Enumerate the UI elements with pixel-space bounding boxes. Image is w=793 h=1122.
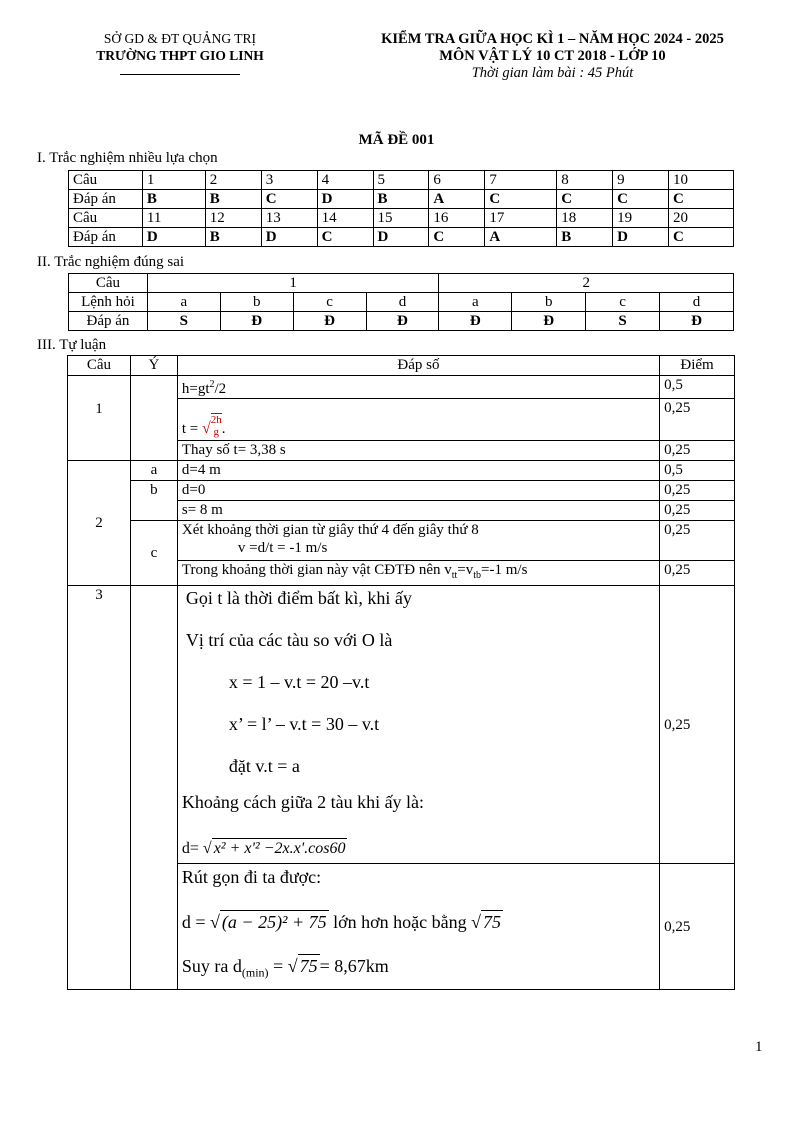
answer-text: Rút gọn đi ta được: bbox=[181, 867, 322, 887]
department-name: SỞ GD & ĐT QUẢNG TRỊ bbox=[103, 31, 257, 46]
question-number: 20 bbox=[669, 209, 734, 228]
points-cell: 0,25 bbox=[660, 561, 735, 586]
formula-text: /2 bbox=[214, 381, 227, 397]
question-number: 2 bbox=[68, 461, 131, 586]
answer-text: =v bbox=[457, 562, 474, 578]
table-row bbox=[68, 376, 735, 399]
min-distance-formula bbox=[182, 910, 655, 954]
answer-cell: C bbox=[485, 190, 557, 209]
question-number: 2 bbox=[205, 171, 261, 190]
answer-cell: C bbox=[429, 228, 485, 247]
answer-cell: S bbox=[147, 312, 220, 331]
subscript: tb bbox=[473, 570, 482, 581]
sqrt-expression: 75 bbox=[483, 912, 502, 932]
tf-answer-table bbox=[68, 273, 734, 331]
answer-text: đặt v.t = a bbox=[228, 756, 300, 776]
subject-title: MÔN VẬT LÝ 10 CT 2018 - LỚP 10 bbox=[439, 48, 666, 64]
answer-line: Thay số t= 3,38 s bbox=[177, 441, 659, 461]
part-cell: c bbox=[130, 521, 177, 586]
col-header-part: Ý bbox=[130, 356, 177, 376]
col-header-points: Điểm bbox=[660, 356, 735, 376]
answer-cell: C bbox=[317, 228, 373, 247]
formula-sup: 2 bbox=[209, 379, 215, 390]
answer-cell: B bbox=[373, 190, 429, 209]
answer-cell: C bbox=[613, 190, 669, 209]
sqrt-expression: x² + x'² −2x.x'.cos60 bbox=[213, 840, 346, 857]
header-left bbox=[70, 30, 290, 64]
table-row bbox=[68, 481, 735, 501]
result-line bbox=[182, 954, 655, 984]
answer-text: Gọi t là thời điểm bất kì, khi ấy bbox=[185, 588, 412, 608]
subscript: tt bbox=[451, 570, 458, 581]
sub-question: a bbox=[439, 293, 512, 312]
answer-text: Khoảng cách giữa 2 tàu khi ấy là: bbox=[181, 792, 425, 812]
section2-title: II. Trắc nghiệm đúng sai bbox=[37, 254, 185, 270]
points-cell: 0,5 bbox=[660, 461, 735, 481]
exam-title: KIỂM TRA GIỮA HỌC KÌ 1 – NĂM HỌC 2024 - 2025 bbox=[381, 31, 724, 47]
fraction-denominator: g bbox=[213, 426, 220, 438]
sqrt-icon: √ bbox=[202, 420, 211, 437]
answer-text: x’ = l’ – v.t = 30 – v.t bbox=[228, 714, 380, 734]
table-row bbox=[69, 209, 734, 228]
answer-text: =-1 m/s bbox=[481, 562, 528, 578]
question-number: 7 bbox=[485, 171, 557, 190]
answer-cell: Đ bbox=[512, 312, 586, 331]
answer-cell: C bbox=[261, 190, 317, 209]
answer-line bbox=[177, 376, 659, 399]
table-row bbox=[69, 190, 734, 209]
essay-answer-table bbox=[67, 355, 735, 990]
question-number: 5 bbox=[373, 171, 429, 190]
question-number: 3 bbox=[68, 586, 131, 990]
points-cell: 0,25 bbox=[660, 521, 735, 561]
page-number: 1 bbox=[755, 1039, 763, 1055]
sub-question: c bbox=[293, 293, 366, 312]
answer-cell: C bbox=[557, 190, 613, 209]
points-cell: 0,25 bbox=[660, 441, 735, 461]
question-number: 18 bbox=[557, 209, 613, 228]
row-label: Câu bbox=[69, 274, 148, 293]
answer-cell: D bbox=[142, 228, 205, 247]
section3-title: III. Tự luận bbox=[37, 337, 107, 353]
code-title: MÃ ĐỀ 001 bbox=[358, 132, 435, 148]
question-number: 6 bbox=[429, 171, 485, 190]
mc-answer-table bbox=[68, 170, 734, 247]
question-number: 8 bbox=[557, 171, 613, 190]
answer-line bbox=[177, 521, 659, 561]
question-number: 11 bbox=[142, 209, 205, 228]
answer-text: Vị trí của các tàu so với O là bbox=[185, 630, 393, 650]
sub-question: d bbox=[366, 293, 439, 312]
sub-question: a bbox=[147, 293, 220, 312]
points-cell: 0,5 bbox=[660, 376, 735, 399]
sub-question: c bbox=[586, 293, 660, 312]
answer-text: x = 1 – v.t = 20 –v.t bbox=[228, 672, 370, 692]
fraction-numerator: 2h bbox=[210, 414, 222, 426]
sqrt-formula: √ 2h g . bbox=[202, 414, 226, 438]
answer-cell: Đ bbox=[366, 312, 439, 331]
answer-cell: Đ bbox=[293, 312, 366, 331]
question-number: 14 bbox=[317, 209, 373, 228]
header-right bbox=[350, 31, 755, 82]
table-row bbox=[68, 521, 735, 561]
question-number: 16 bbox=[429, 209, 485, 228]
answer-text: = bbox=[273, 956, 284, 976]
sub-question: b bbox=[512, 293, 586, 312]
part-cell: a bbox=[130, 461, 177, 481]
answer-line: s= 8 m bbox=[177, 501, 659, 521]
question-number: 1 bbox=[147, 274, 439, 293]
answer-cell: D bbox=[373, 228, 429, 247]
subscript: (min) bbox=[241, 965, 269, 980]
question-number: 15 bbox=[373, 209, 429, 228]
answer-line bbox=[177, 399, 659, 441]
sqrt-expression: 75 bbox=[299, 956, 318, 976]
answer-cell: A bbox=[429, 190, 485, 209]
row-label: Lệnh hỏi bbox=[69, 293, 148, 312]
row-label: Đáp án bbox=[69, 190, 143, 209]
table-row bbox=[69, 228, 734, 247]
sub-question: d bbox=[660, 293, 734, 312]
answer-cell: S bbox=[586, 312, 660, 331]
answer-cell: D bbox=[613, 228, 669, 247]
answer-text: Suy ra d bbox=[181, 956, 242, 976]
answer-cell: B bbox=[205, 190, 261, 209]
row-label: Đáp án bbox=[69, 312, 148, 331]
table-row bbox=[69, 293, 734, 312]
col-header-question: Câu bbox=[68, 356, 131, 376]
answer-cell: A bbox=[485, 228, 557, 247]
question-number: 1 bbox=[68, 376, 131, 461]
answer-block bbox=[177, 586, 659, 864]
points-cell: 0,25 bbox=[660, 399, 735, 441]
question-number: 4 bbox=[317, 171, 373, 190]
table-row bbox=[69, 312, 734, 331]
header-divider bbox=[120, 74, 240, 75]
row-label: Đáp án bbox=[69, 228, 143, 247]
answer-text: Trong khoảng thời gian này vật CĐTĐ nên v bbox=[181, 562, 452, 578]
answer-cell: D bbox=[317, 190, 373, 209]
sqrt-icon: √ bbox=[471, 912, 482, 932]
points-cell: 0,25 bbox=[660, 586, 735, 864]
answer-cell: C bbox=[669, 190, 734, 209]
question-number: 3 bbox=[261, 171, 317, 190]
question-number: 2 bbox=[439, 274, 734, 293]
question-number: 10 bbox=[669, 171, 734, 190]
answer-block bbox=[177, 864, 659, 990]
answer-cell: C bbox=[669, 228, 734, 247]
row-label: Câu bbox=[69, 171, 143, 190]
answer-text: v =d/t = -1 m/s bbox=[237, 540, 328, 556]
answer-cell: Đ bbox=[439, 312, 512, 331]
table-row bbox=[69, 274, 734, 293]
answer-text: lớn hơn hoặc bằng bbox=[333, 912, 467, 932]
sqrt-icon: √ bbox=[202, 840, 212, 857]
table-row bbox=[68, 586, 735, 864]
answer-line bbox=[177, 561, 659, 586]
table-row bbox=[69, 171, 734, 190]
answer-cell: B bbox=[557, 228, 613, 247]
distance-formula bbox=[182, 838, 655, 859]
answer-cell: B bbox=[142, 190, 205, 209]
duration: Thời gian làm bài : 45 Phút bbox=[471, 65, 634, 81]
answer-text: = 8,67km bbox=[319, 956, 389, 976]
answer-line: d=4 m bbox=[177, 461, 659, 481]
answer-text: Xét khoảng thời gian từ giây thứ 4 đến giây thứ 8 bbox=[181, 522, 479, 538]
points-cell: 0,25 bbox=[660, 481, 735, 501]
section1-title: I. Trắc nghiệm nhiều lựa chọn bbox=[37, 150, 218, 166]
part-cell bbox=[130, 586, 177, 990]
answer-text: d = bbox=[181, 912, 206, 932]
table-row bbox=[68, 461, 735, 481]
points-cell: 0,25 bbox=[660, 501, 735, 521]
answer-cell: D bbox=[261, 228, 317, 247]
answer-line: d=0 bbox=[177, 481, 659, 501]
sqrt-icon: √ bbox=[210, 912, 220, 932]
sqrt-icon: √ bbox=[287, 956, 298, 976]
row-label: Câu bbox=[69, 209, 143, 228]
sqrt-expression: (a − 25)² + 75 bbox=[221, 912, 327, 932]
formula-text: t = bbox=[181, 421, 199, 437]
question-number: 19 bbox=[613, 209, 669, 228]
school-name: TRƯỜNG THPT GIO LINH bbox=[96, 48, 264, 63]
sub-question: b bbox=[220, 293, 293, 312]
part-cell bbox=[130, 376, 177, 461]
col-header-answer: Đáp số bbox=[177, 356, 659, 376]
part-cell: b bbox=[130, 481, 177, 521]
answer-text: d= bbox=[181, 840, 199, 857]
formula-text: h=gt bbox=[181, 381, 210, 397]
question-number: 9 bbox=[613, 171, 669, 190]
question-number: 12 bbox=[205, 209, 261, 228]
points-cell: 0,25 bbox=[660, 864, 735, 990]
table-row bbox=[68, 356, 735, 376]
answer-cell: Đ bbox=[660, 312, 734, 331]
question-number: 1 bbox=[142, 171, 205, 190]
answer-cell: Đ bbox=[220, 312, 293, 331]
question-number: 13 bbox=[261, 209, 317, 228]
answer-cell: B bbox=[205, 228, 261, 247]
question-number: 17 bbox=[485, 209, 557, 228]
